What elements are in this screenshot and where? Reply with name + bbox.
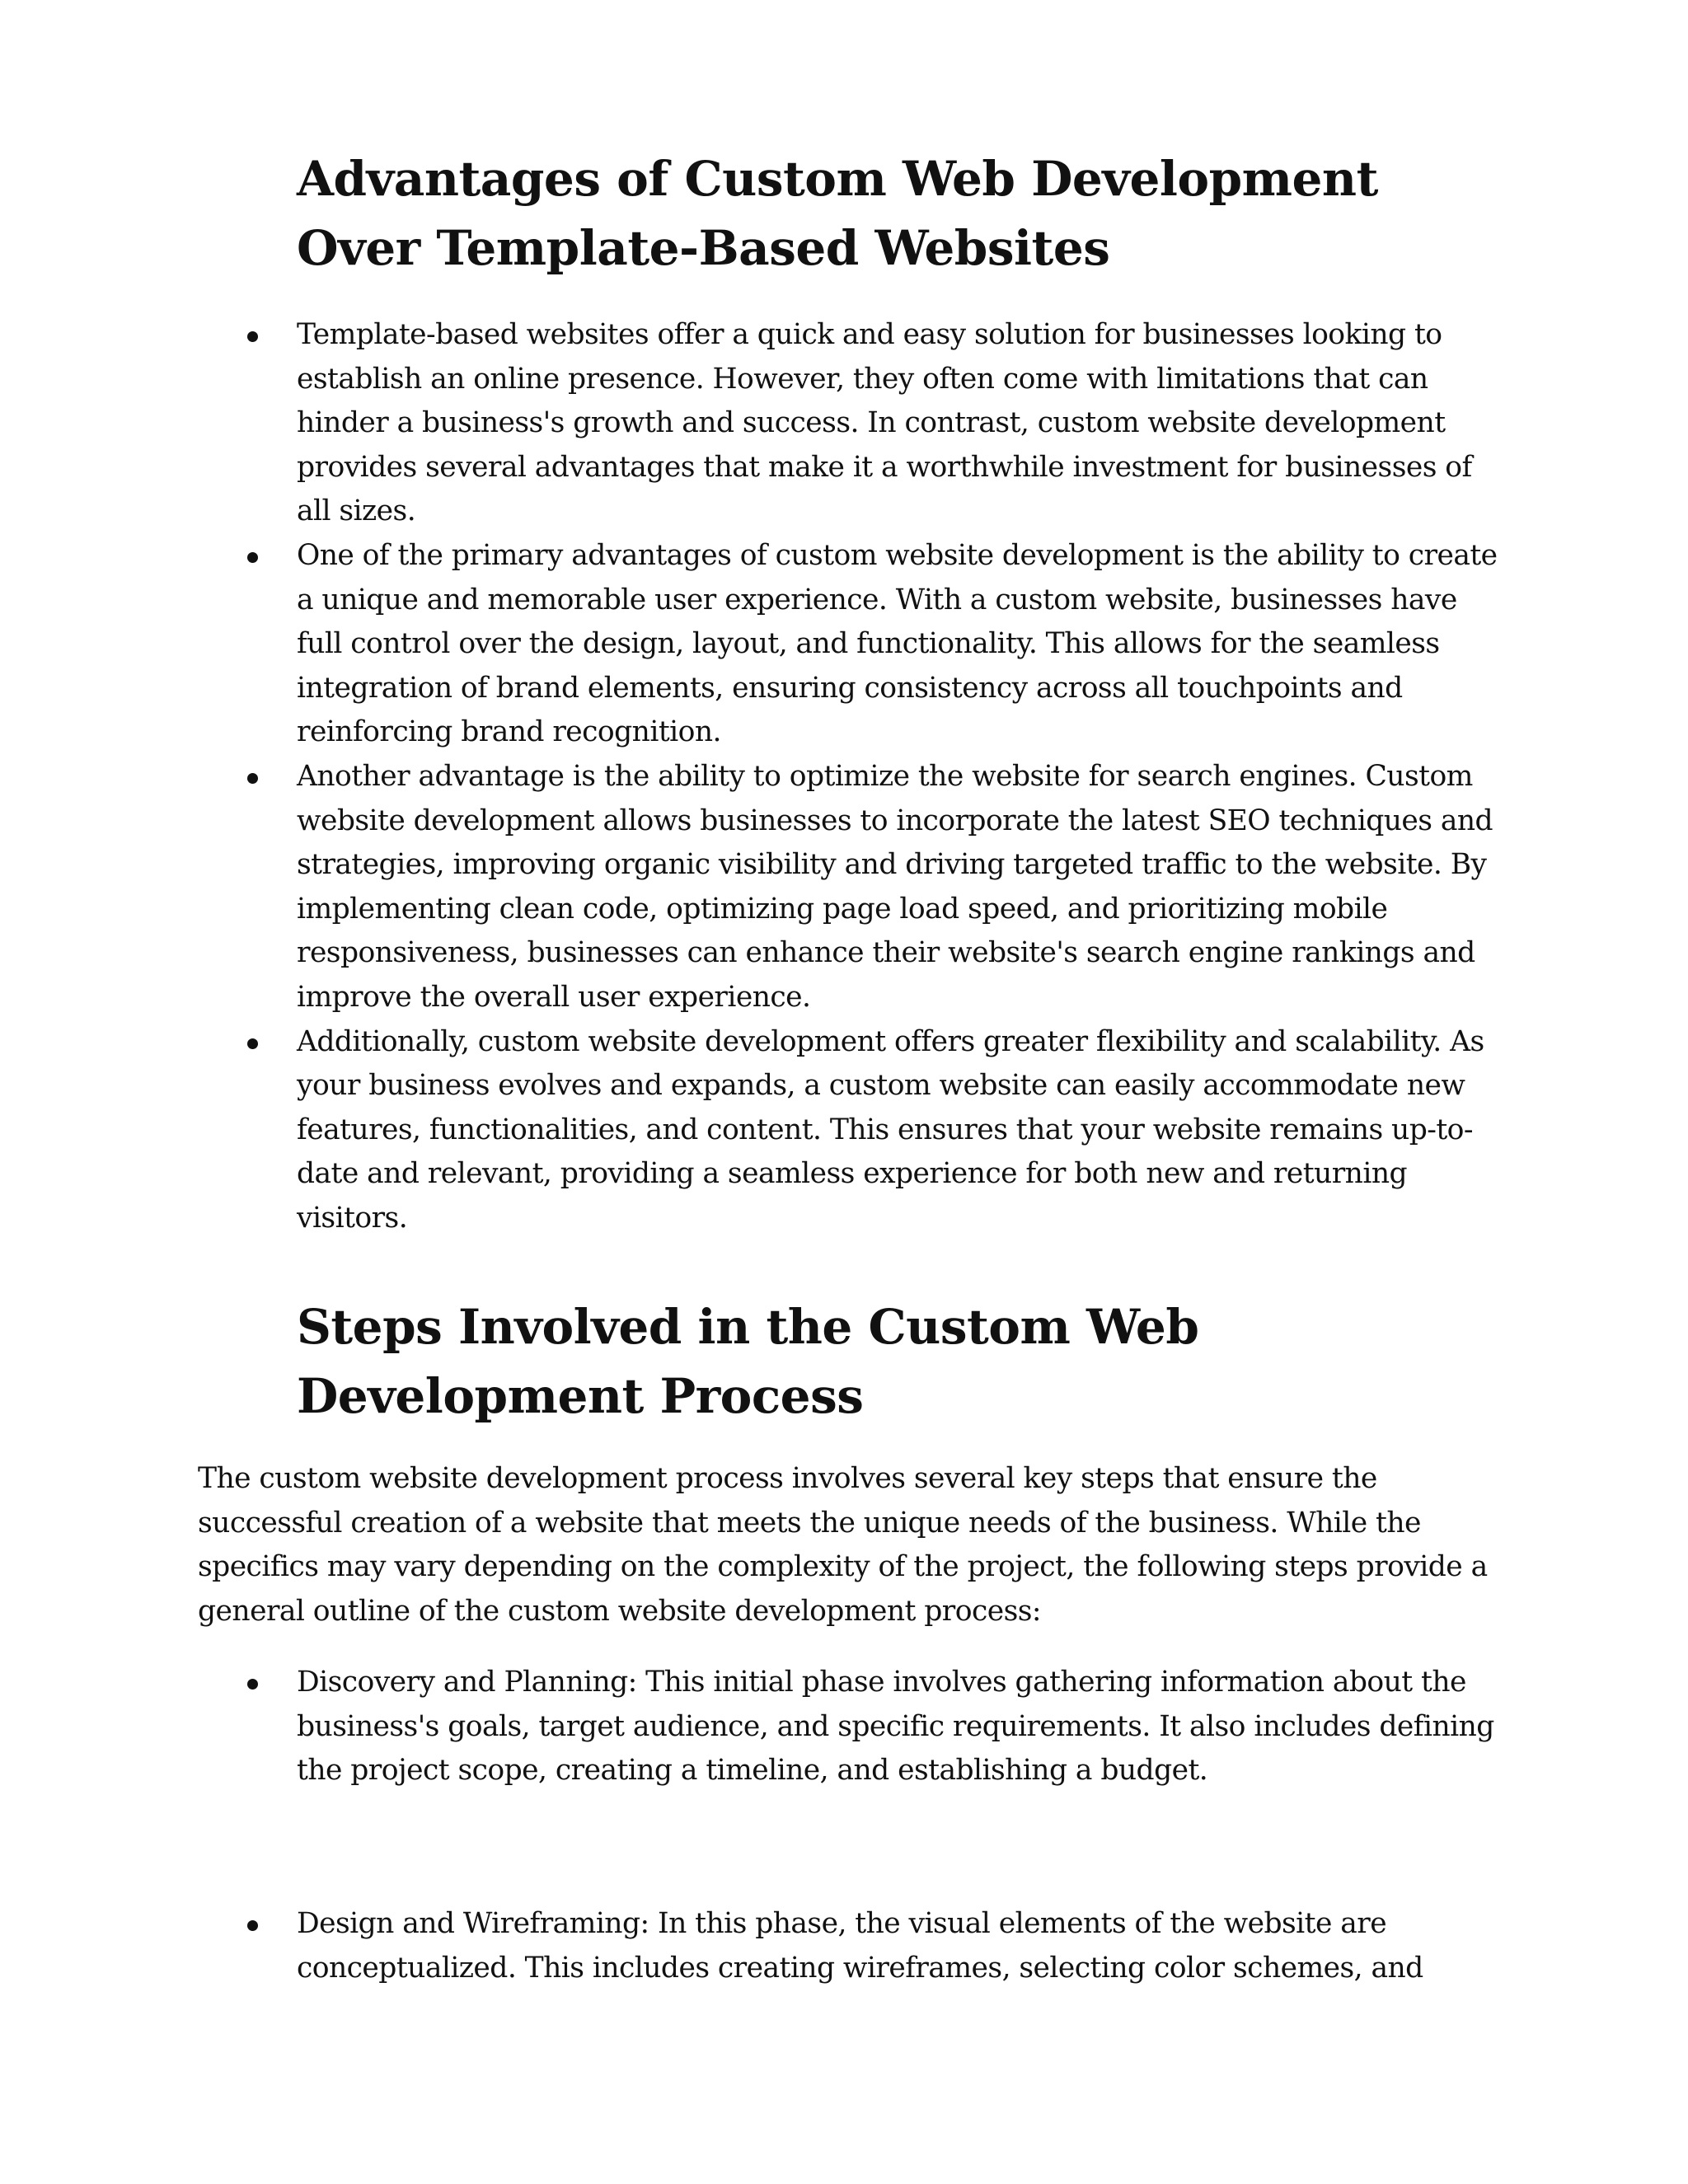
list-item-text: Design and Wireframing: In this phase, the visual elements of the website are conceptualized. This includes creating wireframes, selecting color schemes, and bbox=[297, 1907, 1423, 1985]
list-item-text: One of the primary advantages of custom website development is the ability to create a unique and memorable user experience. With a custom website, businesses have full control over the design, layout, and functionality. This allows for the seamless integration of brand elements, ensuring consistency across all touchpoints and reinforcing brand recognition. bbox=[297, 538, 1498, 749]
steps-list bbox=[247, 1661, 1500, 1793]
bullet-icon bbox=[247, 773, 258, 784]
list-item bbox=[247, 1020, 1500, 1241]
list-item bbox=[247, 1902, 1500, 1990]
list-item-text: Discovery and Planning: This initial phase involves gathering information about the business's goals, target audience, and specific requirements. It also includes defining the project scope, creating a timeline, and establishing a budget. bbox=[297, 1666, 1494, 1788]
bullet-icon bbox=[247, 552, 258, 563]
list-item-text: Additionally, custom website development offers greater flexibility and scalability. As your business evolves and expands, a custom website can easily accommodate new features, functionalities, and content. This ensures that your website remains up-to-date and relevant, providing a seamless experience for both new and returning visitors. bbox=[297, 1024, 1484, 1235]
list-item-text: Template-based websites offer a quick and easy solution for businesses looking to establish an online presence. However, they often come with limitations that can hinder a business's growth and success. In contrast, custom website development provides several advantages that make it a worthwhile investment for businesses of all sizes. bbox=[297, 318, 1472, 528]
advantages-heading: Advantages of Custom Web Development Over Template-Based Websites bbox=[297, 151, 1378, 276]
steps-heading: Steps Involved in the Custom Web Development Process bbox=[297, 1299, 1199, 1424]
steps-intro-paragraph: The custom website development process involves several key steps that ensure the successful creation of a website that meets the unique needs of the business. While the specifics may vary depending on the complexity of the project, the following steps provide a general outline of the custom website development process: bbox=[198, 1462, 1488, 1628]
advantages-list bbox=[247, 313, 1500, 1240]
list-item bbox=[247, 1661, 1500, 1793]
bullet-icon bbox=[247, 1920, 258, 1931]
bullet-icon bbox=[247, 1038, 258, 1049]
steps-list-continued bbox=[247, 1902, 1500, 1990]
list-item bbox=[247, 755, 1500, 1020]
list-item bbox=[247, 534, 1500, 755]
list-item bbox=[247, 313, 1500, 534]
bullet-icon bbox=[247, 331, 258, 342]
bullet-icon bbox=[247, 1679, 258, 1690]
list-item-text: Another advantage is the ability to optimize the website for search engines. Custom website development allows businesses to incorporate the latest SEO techniques and strategies, improving organic visibility and driving targeted traffic to the website. By implementing clean code, optimizing page load speed, and prioritizing mobile responsiveness, businesses can enhance their website's search engine rankings and improve the overall user experience. bbox=[297, 759, 1493, 1014]
